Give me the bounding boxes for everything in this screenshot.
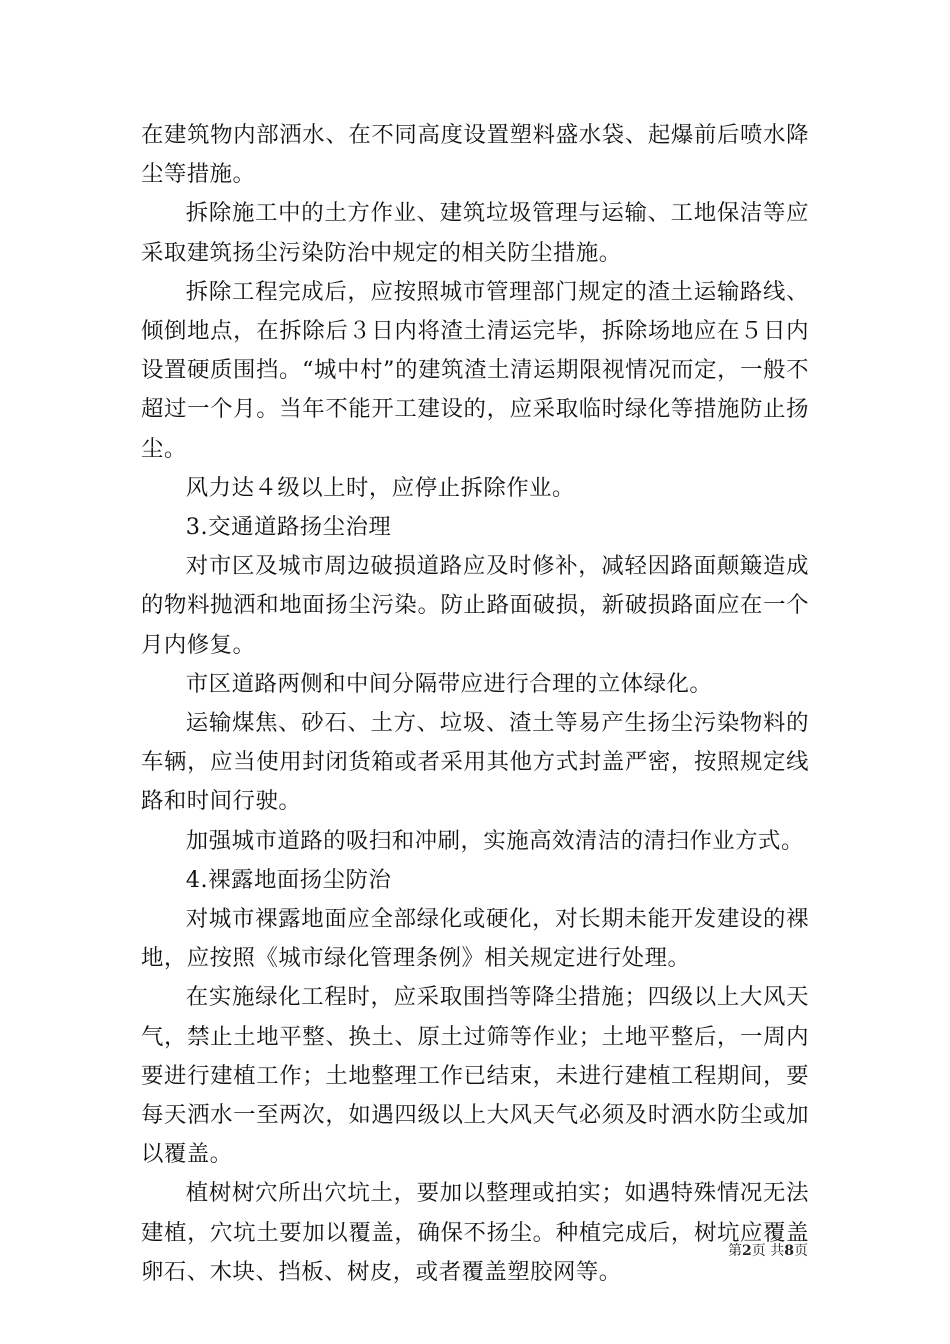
document-body [141, 116, 809, 1292]
paragraph: 在实施绿化工程时，应采取围挡等降尘措施；四级以上大风天气，禁止土地平整、换土、原土过筛等作业；土地平整后，一周内要进行建植工作；土地整理工作已结束，未进行建植工程期间，要每天洒水一至两次，如遇四级以上大风天气必须及时洒水防尘或加以覆盖。 [141, 984, 809, 1168]
paragraph: 对城市裸露地面应全部绿化或硬化，对长期未能开发建设的裸地，应按照《城市绿化管理条例》相关规定进行处理。 [141, 906, 809, 972]
footer-prefix: 第 [728, 1243, 742, 1259]
section-heading: 4.裸露地面扬尘防治 [185, 866, 392, 893]
section-heading: 3.交通道路扬尘治理 [185, 514, 392, 541]
footer-suffix: 页 [793, 1243, 808, 1259]
paragraph: 加强城市道路的吸扫和冲刷，实施高效清洁的清扫作业方式。 [185, 827, 804, 854]
paragraph: 在建筑物内部洒水、在不同高度设置塑料盛水袋、起爆前后喷水降尘等措施。 [141, 122, 809, 188]
paragraph: 市区道路两侧和中间分隔带应进行合理的立体绿化。 [185, 670, 713, 697]
paragraph: 植树树穴所出穴坑土，要加以整理或拍实；如遇特殊情况无法建植，穴坑土要加以覆盖，确保不扬尘。种植完成后，树坑应覆盖卵石、木块、挡板、树皮，或者覆盖塑胶网等。 [141, 1180, 809, 1285]
paragraph: 风力达４级以上时，应停止拆除作业。 [185, 474, 575, 501]
paragraph: 运输煤焦、砂石、土方、垃圾、渣土等易产生扬尘污染物料的车辆，应当使用封闭货箱或者采用其他方式封盖严密，按照规定线路和时间行驶。 [141, 710, 809, 815]
total-page-number: 8 [784, 1243, 794, 1259]
page-number-footer [728, 1242, 808, 1260]
paragraph: 对市区及城市周边破损道路应及时修补，减轻因路面颠簸造成的物料抛洒和地面扬尘污染。防止路面破损，新破损路面应在一个月内修复。 [141, 553, 809, 658]
footer-middle: 页 共 [751, 1243, 785, 1259]
current-page-number: 2 [742, 1243, 752, 1259]
paragraph: 拆除工程完成后，应按照城市管理部门规定的渣土运输路线、倾倒地点，在拆除后３日内将渣土清运完毕，拆除场地应在５日内设置硬质围挡。“城中村”的建筑渣土清运期限视情况而定，一般不超过一个月。当年不能开工建设的，应采取临时绿化等措施防止扬尘。 [141, 278, 809, 462]
paragraph: 拆除施工中的土方作业、建筑垃圾管理与运输、工地保洁等应采取建筑扬尘污染防治中规定的相关防尘措施。 [141, 200, 809, 266]
